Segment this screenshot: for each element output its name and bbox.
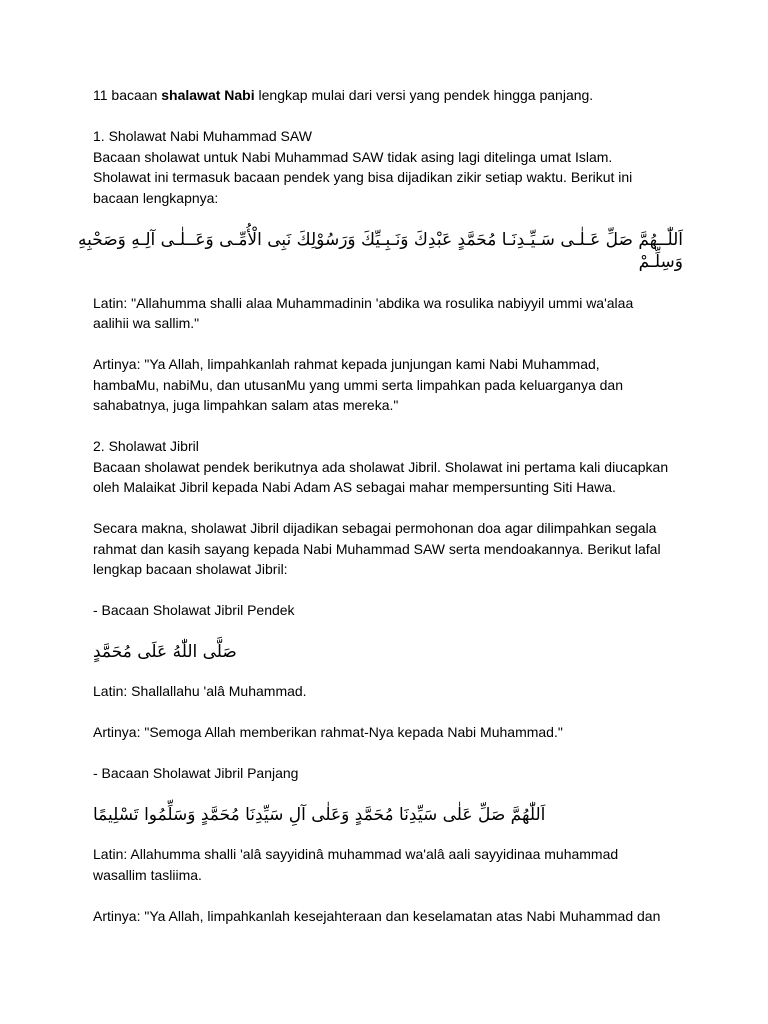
intro-suffix: lengkap mulai dari versi yang pendek hingga panjang. <box>254 87 594 103</box>
subheading: - Bacaan Sholawat Jibril Panjang <box>93 765 299 781</box>
intro-prefix: 11 bacaan <box>93 87 162 103</box>
arabic-line: صَلَّى اللّٰهُ عَلَى مُحَمَّدٍ <box>93 642 237 662</box>
section2-makna <box>93 518 683 580</box>
jibril-pendek-label <box>93 600 683 621</box>
arabic-line: وَسِلِّـمْ <box>638 251 683 272</box>
artinya-line: hambaMu, nabiMu, dan utusanMu yang ummi serta limpahkan pada keluarganya dan <box>93 376 623 393</box>
jibril-pendek-artinya <box>93 722 683 743</box>
jibril-panjang-arabic <box>93 804 683 826</box>
artinya-line: Artinya: "Ya Allah, limpahkanlah rahmat kepada junjungan kami Nabi Muhammad, <box>93 356 600 372</box>
latin-line: Latin: Shallallahu 'alâ Muhammad. <box>93 683 307 699</box>
jibril-panjang-latin <box>93 844 683 885</box>
jibril-pendek-latin <box>93 681 683 702</box>
jibril-pendek-arabic <box>93 641 683 663</box>
section1-body-line: bacaan lengkapnya: <box>93 189 219 206</box>
artinya-line: Artinya: "Ya Allah, limpahkanlah kesejahteraan dan keselamatan atas Nabi Muhammad dan <box>93 907 661 924</box>
latin-line: Latin: "Allahumma shalli alaa Muhammadinin 'abdika wa rosulika nabiyyil ummi wa'alaa <box>93 294 634 311</box>
jibril-panjang-label <box>93 763 683 784</box>
latin-line: Latin: Allahumma shalli 'alâ sayyidinâ muhammad wa'alâ aali sayyidinaa muhammad <box>93 846 619 862</box>
section1-heading: 1. Sholawat Nabi Muhammad SAW <box>93 128 312 144</box>
artinya-line: sahabatnya, juga limpahkan salam atas mereka." <box>93 397 399 413</box>
latin-line: aalihii wa sallim." <box>93 315 200 331</box>
arabic-line: اَللّٰهُمَّ صَلِّ عَلٰى سَيِّدِنَا مُحَمَّدٍ وَعَلٰى آلِ سَيِّدِنَا مُحَمَّدٍ وَسَلِّمُوا تَسْلِيمًا <box>93 805 546 825</box>
section2-intro <box>93 436 683 498</box>
makna-line: lengkap bacaan sholawat Jibril: <box>93 561 288 577</box>
jibril-panjang-artinya <box>93 906 683 927</box>
intro-bold-link[interactable]: shalawat Nabi <box>161 87 255 103</box>
makna-line: Secara makna, sholawat Jibril dijadikan sebagai permohonan doa agar dilimpahkan segala <box>93 520 657 536</box>
section1-artinya <box>93 354 683 416</box>
makna-line: rahmat dan kasih sayang kepada Nabi Muhammad SAW serta mendoakannya. Berikut lafal <box>93 540 661 557</box>
section1-body-line: Bacaan sholawat untuk Nabi Muhammad SAW tidak asing lagi ditelinga umat Islam. <box>93 148 613 165</box>
intro-paragraph <box>93 85 683 106</box>
section1-intro <box>93 126 683 208</box>
section1-body-line: Sholawat ini termasuk bacaan pendek yang bisa dijadikan zikir setiap waktu. Berikut ini <box>93 169 633 185</box>
latin-line: wasallim tasliima. <box>93 866 202 883</box>
document-page <box>78 85 683 947</box>
arabic-line: اَللّٰــهُمَّ صَلِّ عَـلٰـى سَـيِّـدِنَـا مُحَمَّدٍ عَبْدِكَ وَنَـبِـيِّكَ وَرَسُوْلِكَ نَبِى الْأُمِّـى وَعَــلٰـى آلِـهِ وَصَحْبِهِ <box>78 229 683 250</box>
section1-latin <box>93 293 683 334</box>
intro-line <box>93 85 683 106</box>
subheading: - Bacaan Sholawat Jibril Pendek <box>93 602 295 618</box>
section2-body-line: Bacaan sholawat pendek berikutnya ada sholawat Jibril. Sholawat ini pertama kali diucapkan <box>93 458 669 475</box>
section2-body-line: oleh Malaikat Jibril kepada Nabi Adam AS sebagai mahar mempersunting Siti Hawa. <box>93 479 616 495</box>
section1-arabic-text <box>78 229 683 273</box>
section2-heading: 2. Sholawat Jibril <box>93 438 199 454</box>
artinya-line: Artinya: "Semoga Allah memberikan rahmat-Nya kepada Nabi Muhammad." <box>93 724 563 740</box>
